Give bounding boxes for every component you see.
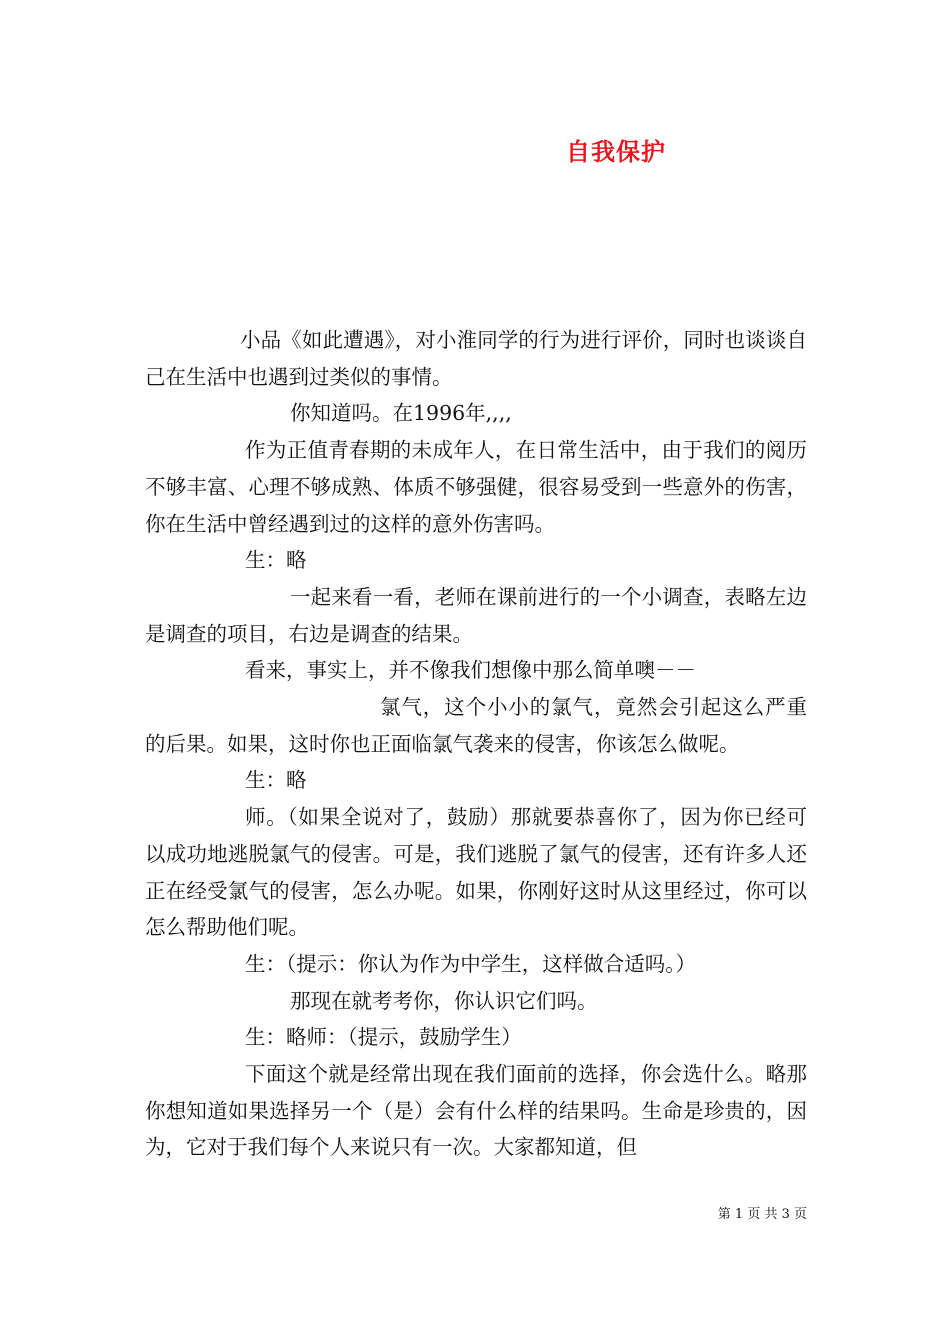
page-number: 第 1 页 共 3 页 <box>717 1207 807 1222</box>
paragraph: 生：（提示：你认为作为中学生，这样做合适吗。） <box>245 951 696 976</box>
paragraph: 生：略 <box>245 548 307 573</box>
document-title: 自我保护 <box>566 137 666 166</box>
paragraph: 氯气，这个小小的氯气，竟然会引起这么严重的后果。如果，这时你也正面临氯气袭来的侵害，你该怎么做呢。 <box>145 695 807 756</box>
paragraph: 下面这个就是经常出现在我们面前的选择，你会选什么。略那你想知道如果选择另一个（是）会有什么样的结果吗。生命是珍贵的，因为，它对于我们每个人来说只有一次。大家都知道，但 <box>145 1062 807 1160</box>
paragraph: 你知道吗。在1996年,,,, <box>290 401 512 426</box>
document-body <box>145 322 807 1166</box>
paragraph: 一起来看一看，老师在课前进行的一个小调查，表略左边是调查的项目，右边是调查的结果。 <box>145 584 807 646</box>
paragraph: 师。（如果全说对了，鼓励）那就要恭喜你了，因为你已经可以成功地逃脱氯气的侵害。可是，我们逃脱了氯气的侵害，还有许多人还正在经受氯气的侵害，怎么办呢。如果，你刚好这时从这里经过，你可以怎么帮助他们呢。 <box>145 805 807 940</box>
paragraph: 生：略师：（提示，鼓励学生） <box>245 1025 522 1050</box>
paragraph: 生：略 <box>245 768 307 793</box>
paragraph: 小品《如此遭遇》，对小淮同学的行为进行评价，同时也谈谈自己在生活中也遇到过类似的事情。 <box>145 328 807 389</box>
paragraph: 作为正值青春期的未成年人，在日常生活中，由于我们的阅历不够丰富、心理不够成熟、体质不够强健，很容易受到一些意外的伤害，你在生活中曾经遇到过的这样的意外伤害吗。 <box>145 438 807 536</box>
paragraph: 看来，事实上，并不像我们想像中那么简单噢－－ <box>245 658 696 683</box>
paragraph: 那现在就考考你，你认识它们吗。 <box>290 988 598 1013</box>
